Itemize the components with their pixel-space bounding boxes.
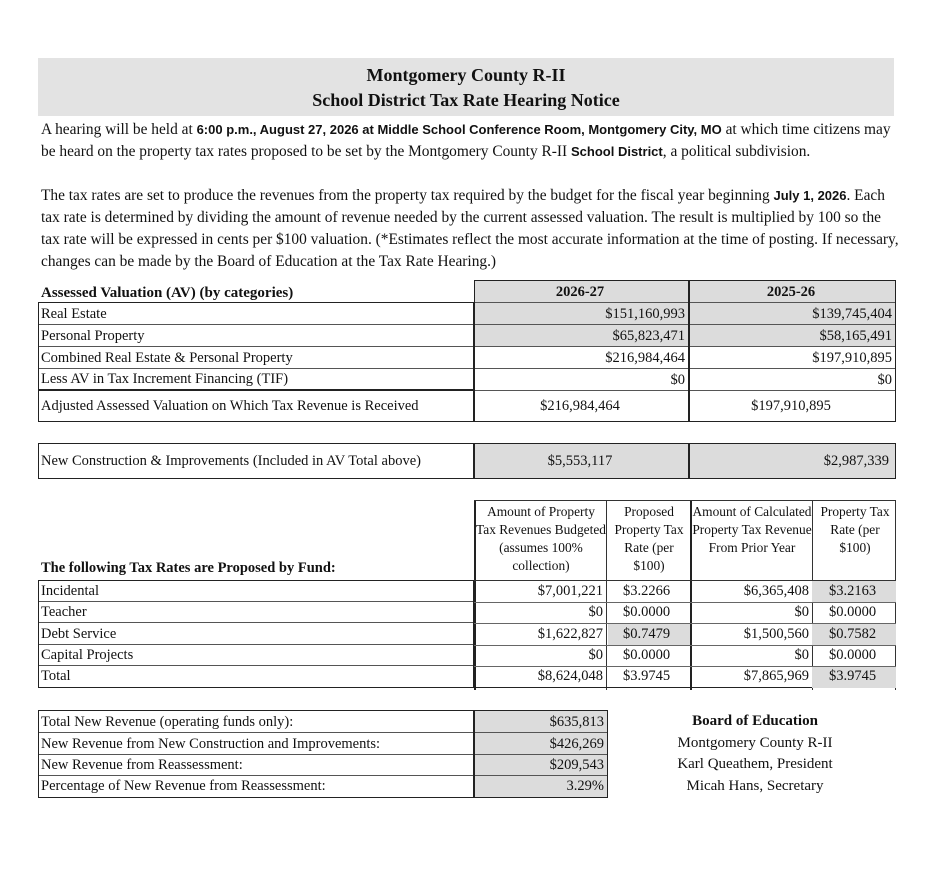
av-value: $139,745,404 — [690, 303, 895, 325]
fund-proposed-rate: $3.9745 — [622, 668, 671, 684]
fund-budgeted-value: $0 — [588, 647, 603, 663]
fund-prior-revenue: $0 — [794, 604, 809, 620]
revenue-label: Total New Revenue (operating funds only): — [39, 711, 473, 733]
av-row-label: Less AV in Tax Increment Financing (TIF) — [41, 371, 289, 387]
av-row-label: Combined Real Estate & Personal Property — [39, 347, 473, 369]
col-head-prior-revenue: Amount of Calculated Property Tax Revenue From Prior Year — [692, 504, 812, 555]
fund-budgeted-value: $8,624,048 — [537, 668, 603, 684]
fund-label: Total — [41, 668, 71, 684]
adjusted-av-label-box — [38, 390, 474, 422]
fund-prior-revenue: $7,865,969 — [743, 668, 809, 684]
notice-title: School District Tax Rate Hearing Notice — [312, 90, 620, 110]
fund-label: Incidental — [39, 581, 473, 602]
revenue-label: New Revenue from Reassessment: — [39, 755, 473, 776]
fund-data-grid — [474, 580, 896, 688]
fund-proposed-rate: $3.2266 — [622, 583, 671, 599]
av-value: $65,823,471 — [475, 325, 688, 347]
fund-proposed-rate: $0.0000 — [622, 647, 671, 663]
revenue-value: $209,543 — [475, 755, 607, 776]
board-signature-block — [620, 711, 890, 797]
revenue-value: $635,813 — [475, 711, 607, 733]
fund-label-table — [38, 580, 474, 688]
av-value: $0 — [475, 369, 688, 391]
revenue-value: $426,269 — [475, 733, 607, 755]
board-president: Karl Queathem, President — [677, 756, 833, 772]
av-value: $197,910,895 — [690, 347, 895, 369]
board-title: Board of Education — [692, 713, 818, 729]
hearing-details: 6:00 p.m., August 27, 2026 at Middle School Conference Room, Montgomery City, MO — [196, 122, 722, 137]
fund-label: Teacher — [39, 602, 473, 623]
adjusted-av-value: $216,984,464 — [540, 398, 620, 414]
fund-proposed-rate: $0.7479 — [622, 626, 671, 642]
revenue-value-column — [474, 710, 608, 798]
adjusted-av-value: $197,910,895 — [751, 398, 831, 414]
col-head-proposed-rate: Proposed Property Tax Rate (per $100) — [614, 504, 684, 573]
year-header: 2026-27 — [475, 281, 688, 303]
fund-prior-rate: $0.0000 — [828, 647, 877, 663]
fund-prior-rate: $0.7582 — [828, 626, 877, 642]
av-column-2025-26 — [689, 280, 896, 422]
fiscal-year-start: July 1, 2026 — [773, 188, 847, 203]
fund-prior-rate: $3.9745 — [828, 668, 877, 684]
fund-budgeted-value: $0 — [588, 604, 603, 620]
adjusted-av-label: Adjusted Assessed Valuation on Which Tax Revenue is Received — [41, 398, 419, 414]
revenue-label: New Revenue from New Construction and Improvements: — [39, 733, 473, 755]
fund-prior-rate: $3.2163 — [828, 583, 877, 599]
revenue-label: Percentage of New Revenue from Reassessment: — [41, 778, 326, 794]
fund-prior-rate: $0.0000 — [828, 604, 877, 620]
district-name: Montgomery County R-II — [366, 65, 566, 85]
fund-prior-revenue: $1,500,560 — [743, 626, 809, 642]
board-secretary: Micah Hans, Secretary — [686, 777, 824, 794]
fund-label: Capital Projects — [39, 645, 473, 666]
av-column-2026-27 — [474, 280, 689, 422]
intro-paragraph-2: The tax rates are set to produce the revenues from the property tax required by the budget for the fiscal year beginning July 1, 2026. Each tax rate is determined by dividing the amount of revenue needed by the current assessed valuation. The result is multiplied by 100 so the tax rate will be expressed in cents per $100 valuation. (*Estimates reflect the most accurate information at the time of posting. If necessary, changes can be made by the Board of Education at the Tax Rate Hearing.) — [41, 187, 899, 270]
intro-paragraph-1: A hearing will be held at 6:00 p.m., August 27, 2026 at Middle School Conference Room, Montgomery City, MO at which time citizens may be heard on the property tax rates proposed to be set by the Montgomery County R-II School District, a political subdivision. — [41, 121, 891, 160]
col-head-budgeted: Amount of Property Tax Revenues Budgeted (assumes 100% collection) — [476, 504, 606, 573]
av-heading: Assessed Valuation (AV) (by categories) — [41, 285, 294, 301]
av-value: $58,165,491 — [690, 325, 895, 347]
new-construction-label-box — [38, 443, 474, 479]
fund-prior-revenue: $6,365,408 — [743, 583, 809, 599]
av-row-label: Personal Property — [39, 325, 473, 347]
fund-budgeted-value: $7,001,221 — [537, 583, 603, 599]
av-value: $151,160,993 — [475, 303, 688, 325]
revenue-label-table — [38, 710, 474, 798]
av-value: $216,984,464 — [475, 347, 688, 369]
new-construction-label: New Construction & Improvements (Included in AV Total above) — [41, 453, 421, 469]
notice-header — [38, 58, 894, 116]
av-label-table — [38, 302, 474, 390]
av-value: $0 — [690, 369, 895, 391]
new-construction-value: $2,987,339 — [823, 453, 889, 469]
av-row-label: Real Estate — [39, 303, 473, 325]
fund-budgeted-value: $1,622,827 — [537, 626, 603, 642]
fund-label: Debt Service — [39, 623, 473, 645]
fund-proposed-rate: $0.0000 — [622, 604, 671, 620]
revenue-value: 3.29% — [566, 778, 604, 794]
fund-prior-revenue: $0 — [794, 647, 809, 663]
col-head-prior-rate: Property Tax Rate (per $100) — [820, 504, 890, 555]
new-construction-2025-26 — [689, 443, 896, 479]
new-construction-2026-27 — [474, 443, 689, 479]
new-construction-value: $5,553,117 — [547, 453, 613, 469]
board-district: Montgomery County R-II — [677, 734, 833, 751]
funds-heading: The following Tax Rates are Proposed by Fund: — [41, 560, 336, 576]
year-header: 2025-26 — [690, 281, 895, 303]
